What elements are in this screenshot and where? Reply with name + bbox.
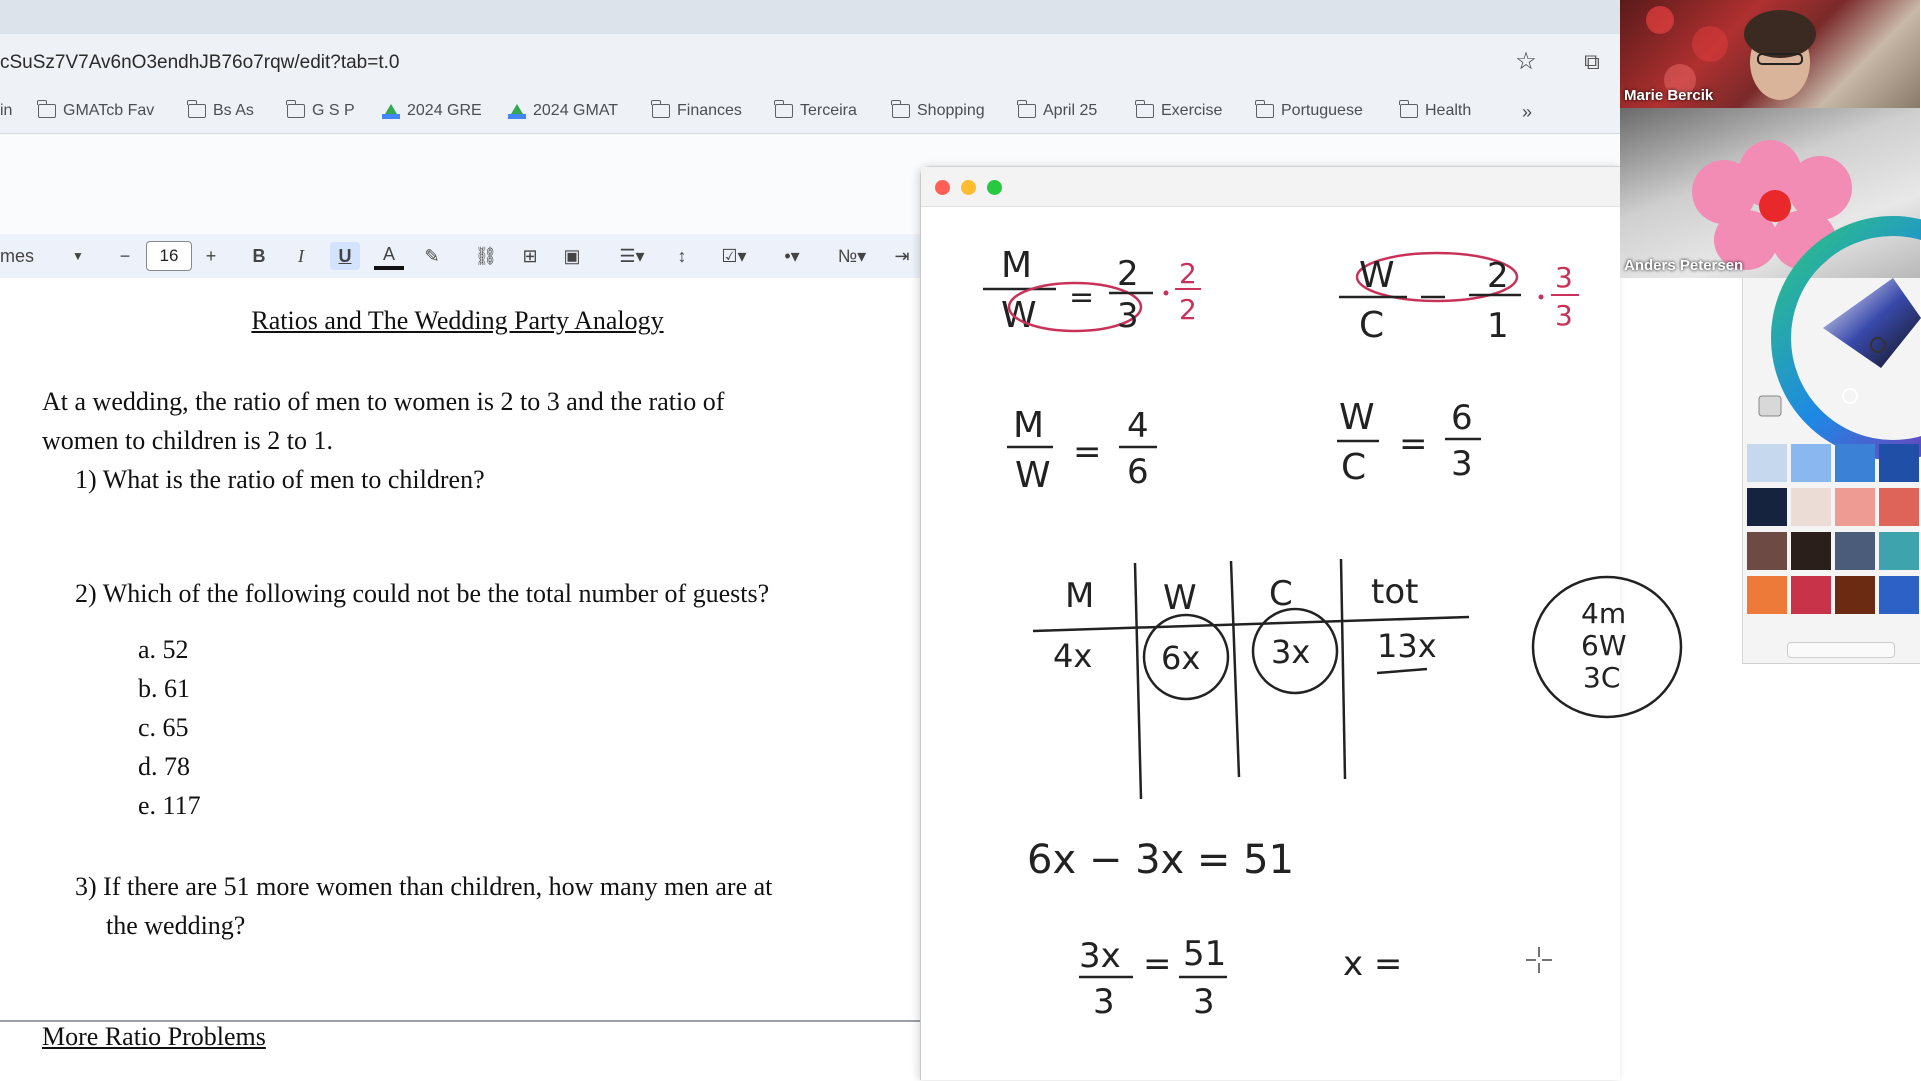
decrease-font-size-button[interactable]: − (119, 246, 131, 266)
color-swatch[interactable] (1879, 576, 1919, 614)
wb-eq4-equals: = (1399, 424, 1428, 464)
bookmark-item[interactable]: G S P (287, 102, 355, 120)
bookmark-item[interactable]: Exercise (1136, 102, 1222, 120)
color-swatch[interactable] (1835, 444, 1875, 482)
underline-button[interactable]: U (330, 242, 360, 270)
insert-link-icon[interactable]: ⛓ (474, 246, 498, 266)
intro-line-1: At a wedding, the ratio of men to women is 2 to 3 and the ratio of (42, 387, 725, 416)
color-wheel[interactable] (1743, 278, 1921, 438)
wb-eq2-den-right: 1 (1487, 306, 1509, 346)
color-swatch[interactable] (1791, 532, 1831, 570)
color-panel-handle[interactable] (1787, 642, 1895, 658)
wb-equation-b-den-right: 3 (1193, 982, 1215, 1022)
wb-table-divider-1 (1135, 563, 1141, 799)
color-swatch[interactable] (1835, 576, 1875, 614)
align-icon[interactable]: ☰▾ (619, 246, 645, 266)
close-window-button[interactable] (935, 180, 950, 195)
add-comment-icon[interactable]: ⊞ (522, 246, 538, 266)
wb-eq2-num-left: W (1359, 255, 1395, 296)
bookmark-star-icon[interactable]: ☆ (1515, 48, 1537, 75)
bookmark-item[interactable]: Terceira (775, 102, 857, 120)
color-swatch[interactable] (1879, 488, 1919, 526)
wb-equation-b-num-left: 3x (1079, 936, 1121, 976)
wb-eq4-num-right: 6 (1451, 398, 1473, 438)
whiteboard-window[interactable] (920, 166, 1627, 1080)
wb-eq4-num-left: W (1339, 397, 1375, 438)
wb-eq1-mult-den: 2 (1179, 293, 1197, 326)
crosshair-cursor-icon (1526, 947, 1552, 973)
bookmark-item[interactable]: Finances (652, 102, 742, 120)
wb-table-value-c: 3x (1271, 633, 1311, 671)
folder-icon (287, 104, 305, 118)
participant-video-1[interactable] (1620, 0, 1920, 108)
color-swatch[interactable] (1747, 576, 1787, 614)
color-swatch[interactable] (1791, 576, 1831, 614)
participant-video-2-image (1620, 108, 1920, 278)
wb-total-underline (1377, 669, 1427, 673)
wb-eq4-den-right: 3 (1451, 444, 1473, 484)
bookmark-item[interactable]: Health (1400, 102, 1471, 120)
wb-count-children: 3C (1583, 661, 1621, 694)
folder-icon (1400, 104, 1418, 118)
wb-eq2-num-right: 2 (1487, 256, 1509, 296)
wb-eq3-den-right: 6 (1127, 452, 1149, 492)
maximize-window-button[interactable] (987, 180, 1002, 195)
browser-tab-strip (0, 0, 1620, 34)
wb-eq1-equals: = (1069, 280, 1095, 315)
bookmark-item[interactable]: in (0, 102, 13, 119)
color-swatch[interactable] (1747, 488, 1787, 526)
extensions-icon[interactable]: ⧉ (1584, 49, 1600, 74)
bookmark-item[interactable]: 2024 GMAT (508, 102, 618, 120)
wb-eq2-den-left: C (1359, 305, 1385, 346)
color-swatch[interactable] (1791, 444, 1831, 482)
bookmark-item[interactable]: April 25 (1018, 102, 1097, 120)
wb-table-header-w: W (1163, 578, 1197, 618)
google-drive-icon (508, 104, 526, 119)
folder-icon (38, 104, 56, 118)
question-1: 1) What is the ratio of men to children? (75, 465, 485, 494)
wb-equation-b-num-right: 51 (1183, 934, 1227, 974)
bold-button[interactable]: B (252, 246, 266, 266)
folder-icon (652, 104, 670, 118)
color-swatch[interactable] (1747, 444, 1787, 482)
color-swatch[interactable] (1791, 488, 1831, 526)
wb-eq3-num-right: 4 (1127, 406, 1149, 446)
bookmark-item[interactable]: 2024 GRE (382, 102, 482, 120)
folder-icon (1018, 104, 1036, 118)
color-swatch[interactable] (1835, 532, 1875, 570)
font-family-select[interactable]: mes (0, 246, 35, 266)
option-a: a. 52 (138, 635, 189, 664)
folder-icon (1256, 104, 1274, 118)
folder-icon (1136, 104, 1154, 118)
color-swatch[interactable] (1747, 532, 1787, 570)
wb-equation-b-equals: = (1143, 944, 1172, 984)
folder-icon (188, 104, 206, 118)
bulleted-list-icon[interactable]: •▾ (784, 246, 800, 266)
wb-eq3-equals: = (1073, 432, 1102, 472)
wb-eq1-den-right: 3 (1117, 296, 1139, 336)
wb-equation-b-den-left: 3 (1093, 982, 1115, 1022)
bookmark-item[interactable]: Shopping (892, 102, 985, 120)
wb-equation-c: x = (1343, 944, 1403, 984)
wb-table-divider-3 (1341, 559, 1345, 779)
wb-count-men: 4m (1581, 597, 1627, 630)
google-drive-icon (382, 104, 400, 119)
option-c: c. 65 (138, 713, 189, 742)
url-text[interactable]: cSuSz7V7Av6nO3endhJB76o7rqw/edit?tab=t.0 (0, 52, 400, 73)
folder-icon (892, 104, 910, 118)
bookmark-item[interactable]: Bs As (188, 102, 254, 120)
wb-table-header-m: M (1065, 576, 1095, 616)
wb-eq1-num-right: 2 (1117, 254, 1139, 294)
wb-table-value-m: 4x (1053, 637, 1093, 675)
wb-eq1-mult-num: 2 (1179, 257, 1197, 290)
question-3-line-1: 3) If there are 51 more women than children, how many men are at (75, 872, 773, 901)
wb-eq4-den-left: C (1341, 447, 1367, 488)
wb-count-women: 6W (1581, 629, 1627, 662)
bookmark-item[interactable]: GMATcb Fav (38, 102, 154, 120)
color-swatch[interactable] (1835, 488, 1875, 526)
bookmarks-overflow-button[interactable]: » (1522, 102, 1533, 122)
minimize-window-button[interactable] (961, 180, 976, 195)
wb-eq1-dot (1164, 291, 1169, 296)
option-b: b. 61 (138, 674, 190, 703)
font-size-input[interactable]: 16 (146, 241, 192, 271)
indent-icon[interactable]: ⇥ (894, 246, 910, 266)
text-color-button[interactable]: A (374, 242, 404, 270)
wb-eq1-num-left: M (1001, 245, 1033, 286)
wb-table-value-tot: 13x (1377, 627, 1437, 665)
option-d: d. 78 (138, 752, 190, 781)
color-swatch[interactable] (1879, 532, 1919, 570)
italic-button[interactable]: I (298, 246, 304, 266)
formatting-toolbar (0, 234, 920, 278)
participant-video-2[interactable] (1620, 108, 1920, 278)
option-e: e. 117 (138, 791, 201, 820)
intro-line-2: women to children is 2 to 1. (42, 426, 334, 455)
line-spacing-icon[interactable]: ↕ (677, 246, 687, 266)
bookmark-item[interactable]: Portuguese (1256, 102, 1363, 120)
document-title: Ratios and The Wedding Party Analogy (251, 306, 664, 335)
whiteboard-canvas[interactable] (921, 207, 1627, 1081)
participant-name-1: Marie Bercik (1624, 87, 1714, 104)
numbered-list-icon[interactable]: №▾ (837, 246, 867, 266)
wb-table-divider-2 (1231, 561, 1239, 777)
question-3-line-2: the wedding? (106, 911, 246, 940)
wb-eq3-den-left: W (1015, 455, 1051, 496)
wb-table-header-c: C (1269, 574, 1293, 614)
wb-eq1-den-left: W (1001, 295, 1037, 336)
color-picker-panel[interactable] (1742, 278, 1920, 664)
wb-table-header-tot: tot (1371, 572, 1419, 612)
insert-image-icon[interactable]: ▣ (563, 246, 581, 266)
whiteboard-titlebar (921, 167, 1621, 207)
highlight-pen-icon[interactable]: ✎ (424, 246, 440, 266)
document-page[interactable] (0, 278, 920, 1080)
more-ratio-problems-heading: More Ratio Problems (42, 1022, 266, 1051)
increase-font-size-button[interactable]: + (205, 246, 217, 266)
wb-eq2-mult-num: 3 (1555, 261, 1573, 294)
bookmarks-bar (0, 92, 1620, 134)
question-2: 2) Which of the following could not be the total number of guests? (75, 579, 770, 608)
checklist-icon[interactable]: ☑▾ (721, 246, 747, 266)
wb-equation-a: 6x − 3x = 51 (1027, 837, 1295, 883)
wb-eq2-dot (1539, 295, 1544, 300)
wb-eq3-num-left: M (1013, 405, 1045, 446)
color-swatch[interactable] (1879, 444, 1919, 482)
wb-eq2-mult-den: 3 (1555, 299, 1573, 332)
font-dropdown-caret-icon[interactable]: ▼ (72, 249, 84, 263)
folder-icon (775, 104, 793, 118)
address-bar[interactable] (0, 34, 1620, 92)
participant-name-2: Anders Petersen (1624, 257, 1744, 274)
wb-table-value-w: 6x (1161, 639, 1201, 677)
